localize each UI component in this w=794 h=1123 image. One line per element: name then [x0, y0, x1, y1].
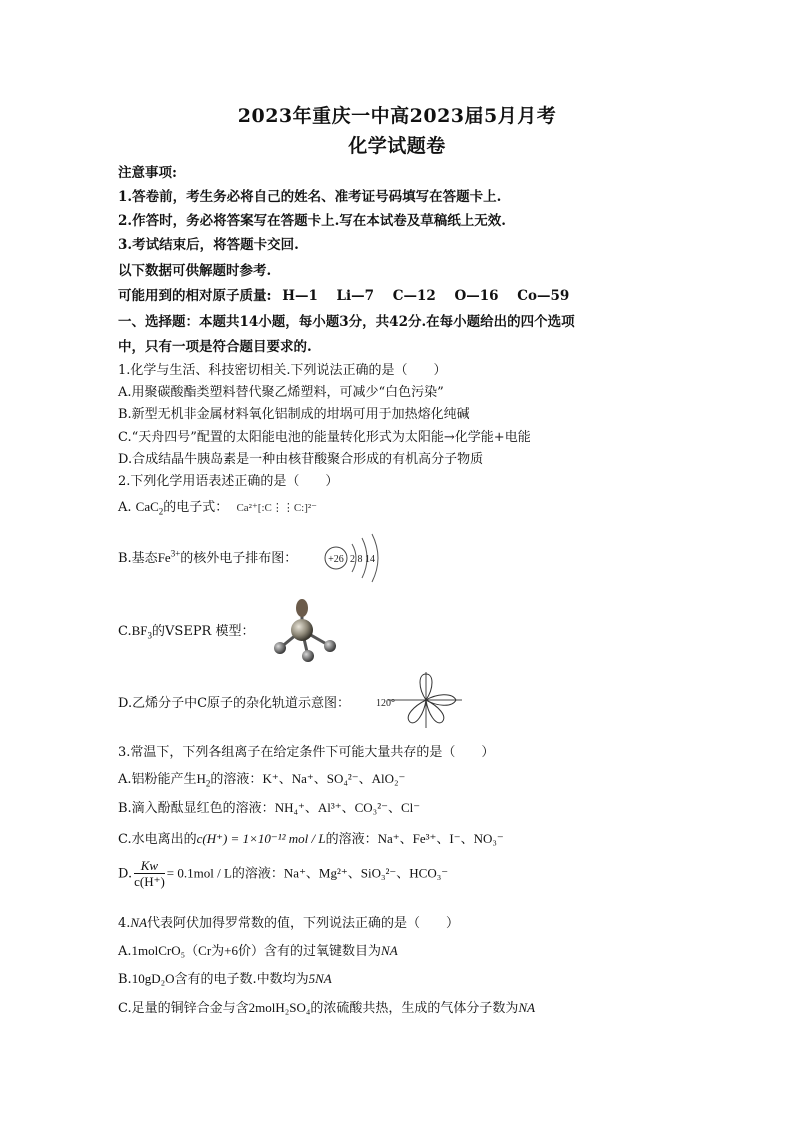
nucleus-charge: +26: [328, 554, 344, 565]
q4-option-b: B.10gD₂O含有的电子数.中数均为5NA: [118, 971, 332, 987]
section-heading-line2: 中，只有一项是符合题目要求的.: [118, 339, 312, 355]
section-heading-line1: 一、选择题：本题共14小题，每小题3分，共42分.在每小题给出的四个选项: [118, 314, 575, 330]
q2-option-b: B.基态$Fe^{3+}$的核外电子排布图：: [118, 548, 298, 566]
q4-stem: 4.NA代表阿伏加得罗常数的值，下列说法正确的是（ ）: [118, 915, 460, 931]
q1-option-b: B.新型无机非金属材料氧化铝制成的坩埚可用于加热熔化纯碱: [118, 407, 470, 422]
q4-b-formula: 10gD₂O: [131, 971, 175, 986]
q3-option-d: D. $\frac{Kw}{c(H^+)}$ = 0.1mol / L的溶液：Na⁺、Mg²⁺、SiO₃²⁻、HCO₃⁻: [118, 858, 449, 889]
q3-option-a: A.铝粉能产生$H_2$的溶液：K⁺、Na⁺、SO₄²⁻、AlO₂⁻: [118, 771, 406, 789]
q4-b-value: 5NA: [308, 971, 332, 986]
q1-option-c: C.“天舟四号”配置的太阳能电池的能量转化形式为太阳能→化学能+电能: [118, 430, 531, 445]
atomic-mass-label: 可能用到的相对原子质量:: [118, 288, 272, 304]
electron-formula-image: Ca²⁺[:C⋮⋮C:]²⁻: [236, 502, 317, 514]
atomic-mass-h: H—1: [282, 288, 318, 304]
vsepr-model-image: [266, 596, 346, 664]
bond-angle-label: 120°: [376, 698, 395, 709]
q2-option-a: [118, 498, 317, 517]
q2-option-c: $C.BF_3$的VSEPR 模型：: [118, 623, 255, 641]
hybrid-orbital-diagram: [374, 668, 464, 732]
note-item-1: 1.答卷前，考生务必将自己的姓名、准考证号码填写在答题卡上.: [118, 189, 502, 205]
q1-option-d: D.合成结晶牛胰岛素是一种由核苷酸聚合形成的有机高分子物质: [118, 452, 484, 467]
q4-c-value: NA: [518, 1000, 536, 1015]
q1-stem: 1.化学与生活、科技密切相关.下列说法正确的是（ ）: [118, 363, 447, 378]
q3-b-ions: NH₄⁺、Al³⁺、CO₃²⁻、Cl⁻: [274, 800, 421, 815]
notes-heading: 注意事项:: [118, 165, 177, 181]
q4-a-formula: 1molCrO₅（Cr为+6价）: [131, 943, 265, 958]
q3-option-b: B.滴入酚酞显红色的溶液：NH₄⁺、Al³⁺、CO₃²⁻、Cl⁻: [118, 800, 421, 816]
q2-a-formula: CaC$_2$: [135, 499, 164, 517]
note-item-3: 3.考试结束后，将答题卡交回.: [118, 237, 299, 253]
exam-title: 2023年重庆一中高2023届5月月考: [237, 105, 557, 127]
exam-subtitle: 化学试题卷: [348, 135, 446, 157]
q3-d-equation: = 0.1mol / L: [166, 865, 232, 881]
q1-option-a: A.用聚碳酸酯类塑料替代聚乙烯塑料，可减少“白色污染”: [118, 385, 444, 400]
q2-a-label: A.: [118, 500, 132, 515]
q3-c-expression: c(H⁺) = 1×10⁻¹² mol / L: [196, 831, 326, 846]
q4-option-a: A.1molCrO₅（Cr为+6价）含有的过氧键数目为NA: [118, 943, 398, 959]
q3-a-gas: $H_2$: [196, 771, 211, 789]
atomic-mass-line: [118, 287, 569, 305]
q3-c-ions: Na⁺、Fe³⁺、I⁻、NO₃⁻: [377, 831, 504, 846]
q4-option-c: C.足量的铜锌合金与含2molH₂SO₄的浓硫酸共热，生成的气体分子数为NA: [118, 1000, 536, 1016]
q2-option-d: D.乙烯分子中C原子的杂化轨道示意图：: [118, 696, 351, 711]
q4-c-formula: 2molH₂SO₄: [248, 1000, 311, 1015]
note-item-2: 2.作答时，务必将答案写在答题卡上.写在本试卷及草稿纸上无效.: [118, 213, 506, 229]
q4-a-value: NA: [381, 943, 398, 958]
shell-electrons: 2 8 14: [350, 554, 375, 565]
atomic-mass-li: Li—7: [336, 288, 375, 304]
q3-d-ions: Na⁺、Mg²⁺、SiO₃²⁻、HCO₃⁻: [283, 865, 449, 881]
q2-b-ion: $Fe^{3+}$: [157, 548, 181, 565]
q2-stem: 2.下列化学用语表述正确的是（ ）: [118, 474, 339, 489]
electron-shell-diagram: [320, 530, 390, 586]
data-reference: 以下数据可供解题时参考.: [118, 263, 272, 279]
atomic-mass-o: O—16: [454, 288, 499, 304]
q2-a-text: 的电子式：: [163, 500, 229, 515]
q3-d-fraction: $\frac{Kw}{c(H^+)}$: [134, 858, 165, 889]
q2-c-formula: $BF_3$: [131, 623, 153, 641]
q4-na-symbol: NA: [130, 915, 148, 930]
q3-stem: 3.常温下，下列各组离子在给定条件下可能大量共存的是（ ）: [118, 745, 495, 760]
q3-a-ions: K⁺、Na⁺、SO₄²⁻、AlO₂⁻: [262, 771, 406, 786]
atomic-mass-c: C—12: [392, 288, 436, 304]
atomic-mass-co: Co—59: [517, 288, 570, 304]
q3-option-c: C.水电离出的c(H⁺) = 1×10⁻¹² mol / L的溶液：Na⁺、Fe³⁺、I⁻、NO₃⁻: [118, 831, 504, 847]
